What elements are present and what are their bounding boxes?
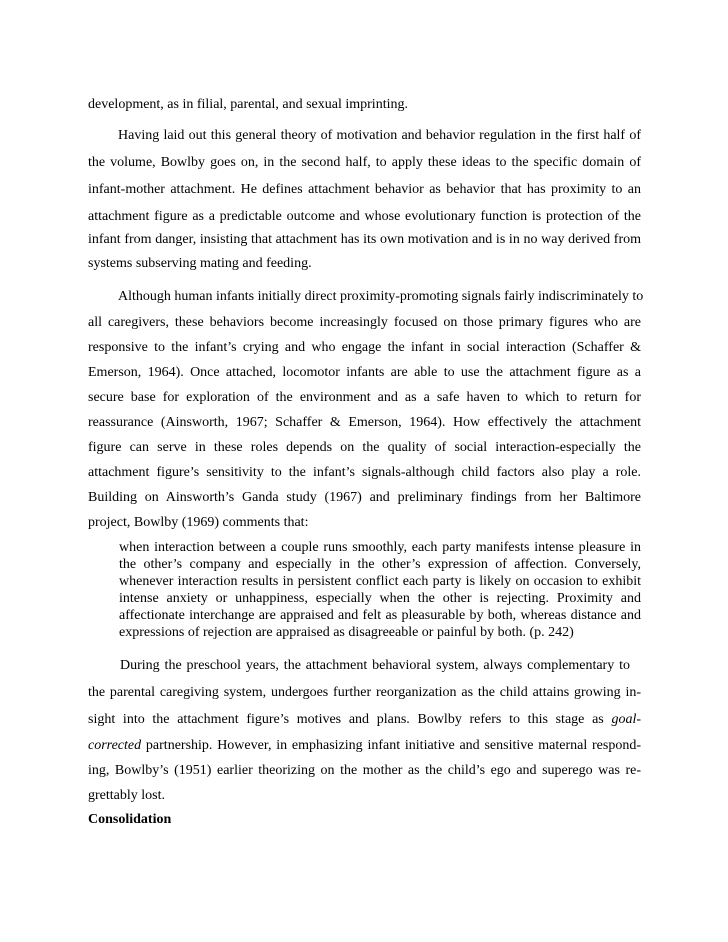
paragraph-line: all caregivers, these behaviors become increasingly focused on those primary figures who are	[88, 315, 641, 330]
emphasis-text: goal-	[611, 712, 641, 727]
paragraph-line: development, as in filial, parental, and sexual imprinting.	[88, 97, 408, 112]
quote-line: when interaction between a couple runs smoothly, each party manifests intense pleasure in	[119, 540, 641, 555]
paragraph-line: project, Bowlby (1969) comments that:	[88, 515, 309, 530]
paragraph-line: attachment figure as a predictable outcome and whose evolutionary function is protection of the	[88, 209, 641, 224]
quote-line: whenever interaction results in persistent conflict each party is likely on occasion to exhibit	[119, 574, 641, 589]
paragraph-line: the parental caregiving system, undergoes further reorganization as the child attains growing in-	[88, 685, 641, 700]
quote-line: the other’s company and especially in the other’s expression of affection. Conversely,	[119, 557, 641, 572]
paragraph-line: grettably lost.	[88, 788, 165, 803]
paragraph-line	[88, 738, 641, 754]
paragraph-line: secure base for exploration of the environment and as a safe haven to which to return for	[88, 390, 641, 405]
paragraph-line: infant from danger, insisting that attachment has its own motivation and is in no way derived from	[88, 232, 641, 247]
emphasis-text: corrected	[88, 738, 142, 753]
paragraph-line: Emerson, 1964). Once attached, locomotor infants are able to use the attachment figure as a	[88, 365, 641, 380]
paragraph-line: ing, Bowlby’s (1951) earlier theorizing on the mother as the child’s ego and superego was re-	[88, 763, 641, 778]
paragraph-line: attachment figure’s sensitivity to the infant’s signals-although child factors also play a role.	[88, 465, 641, 480]
quote-line: intense anxiety or unhappiness, especially when the other is rejecting. Proximity and	[119, 591, 641, 606]
paragraph-line: systems subserving mating and feeding.	[88, 256, 312, 271]
quote-line: affectionate interchange are appraised and felt as pleasurable by both, whereas distance and	[119, 608, 641, 623]
paragraph-line	[88, 712, 641, 728]
paragraph-line: reassurance (Ainsworth, 1967; Schaffer & Emerson, 1964). How effectively the attachment	[88, 415, 641, 430]
paragraph-line: figure can serve in these roles depends on the quality of social interaction-especially the	[88, 440, 641, 455]
paragraph-line: the volume, Bowlby goes on, in the second half, to apply these ideas to the specific domain of	[88, 155, 641, 170]
paragraph-line: Although human infants initially direct proximity-promoting signals fairly indiscriminately to	[118, 289, 644, 304]
line-text: sight into the attachment figure’s motives and plans. Bowlby refers to this stage as	[88, 712, 604, 727]
paragraph-line: Building on Ainsworth’s Ganda study (1967) and preliminary findings from her Baltimore	[88, 490, 641, 505]
section-heading: Consolidation	[88, 812, 172, 827]
paragraph-line: infant-mother attachment. He defines attachment behavior as behavior that has proximity to an	[88, 182, 641, 197]
paragraph-line: Having laid out this general theory of motivation and behavior regulation in the first half of	[118, 128, 641, 143]
paragraph-line: responsive to the infant’s crying and who engage the infant in social interaction (Schaffer &	[88, 340, 641, 355]
paragraph-line: During the preschool years, the attachment behavioral system, always complementary to	[120, 658, 630, 673]
quote-line: expressions of rejection are appraised as disagreeable or painful by both. (p. 242)	[119, 625, 574, 640]
line-text: partnership. However, in emphasizing infant initiative and sensitive maternal respond-	[145, 738, 642, 753]
